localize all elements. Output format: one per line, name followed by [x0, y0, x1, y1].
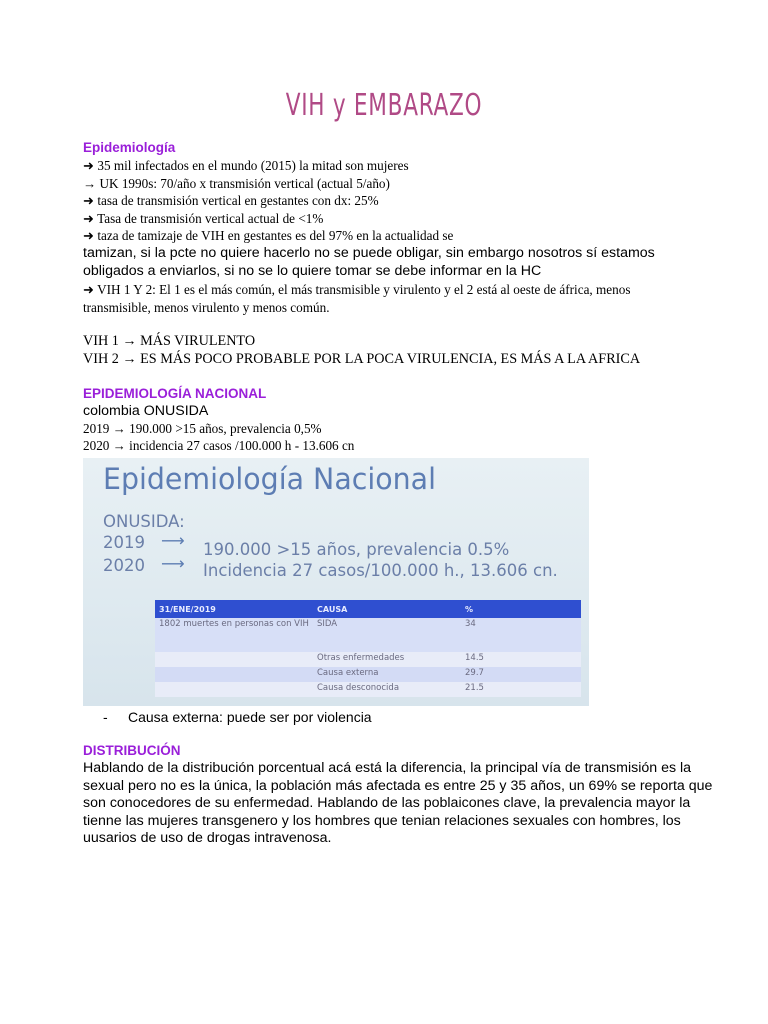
table-row	[155, 652, 581, 667]
arrow-icon: ⟶	[161, 531, 185, 550]
table-header: 31/ENE/2019	[155, 600, 313, 618]
table-cell: Otras enfermedades	[313, 652, 461, 667]
table-header: %	[461, 600, 581, 618]
table-cell: Causa desconocida	[313, 682, 461, 697]
table-cell: SIDA	[313, 618, 461, 652]
arrow-icon: ⟶	[161, 554, 185, 573]
nacional-line-2: 2020 → incidencia 27 casos /100.000 h - 13.606 cn	[83, 438, 355, 453]
distribucion-paragraph: Hablando de la distribución porcentual acá está la diferencia, la principal vía de transmisión es la sexual pero no es la única, la población más afectada es entre 25 y 35 años, un 69% se reporta que son conocedores de su enfermedad. Hablando de las poblaicones clave, la prevalencia mayor la tienne las mujeres transgenero y los hombres que tenian relaciones sexuales con hombres, los uusarios de uso de drogas intravenosa.	[83, 760, 713, 847]
table-row	[155, 667, 581, 682]
table-cell	[155, 652, 313, 667]
table-cell: 1802 muertes en personas con VIH	[155, 618, 313, 652]
vih1-line: VIH 1 → MÁS VIRULENTO	[83, 333, 256, 349]
slide-year-2019: 2019	[103, 533, 145, 552]
table-cell: 29.7	[461, 667, 581, 682]
table-cell	[155, 667, 313, 682]
epi-line-3: ➜ tasa de transmisión vertical en gestantes con dx: 25%	[83, 193, 379, 208]
vih2-line: VIH 2 → ES MÁS POCO PROBABLE POR LA POCA VIRULENCIA, ES MÁS A LA AFRICA	[83, 351, 641, 367]
vih-line-1: ➜ VIH 1 Y 2: El 1 es el más común, el más transmisible y virulento y el 2 está al oeste de áfrica, menos	[83, 282, 631, 297]
table-header-row	[155, 600, 581, 618]
table-cell: 21.5	[461, 682, 581, 697]
table-cell: 14.5	[461, 652, 581, 667]
bullet-item: Causa externa: puede ser por violencia	[128, 709, 372, 725]
slide-text-2019: 190.000 >15 años, prevalencia 0.5%	[203, 540, 510, 559]
nacional-line-1: 2019 → 190.000 >15 años, prevalencia 0,5%	[83, 421, 322, 436]
table-row	[155, 618, 581, 652]
heading-epidemiologia: Epidemiología	[83, 140, 176, 155]
slide-table	[155, 600, 581, 697]
table-cell: Causa externa	[313, 667, 461, 682]
epi-line-5: ➜ taza de tamizaje de VIH en gestantes es del 97% en la actualidad se	[83, 228, 454, 243]
epi-paragraph: tamizan, si la pcte no quiere hacerlo no se puede obligar, sin embargo nosotros sí estamos obligados a enviarlos, si no se lo quiere tomar se debe informar en la HC	[83, 245, 655, 279]
epi-line-4: ➜ Tasa de transmisión vertical actual de <1%	[83, 211, 324, 226]
slide-year-2020: 2020	[103, 556, 145, 575]
table-row	[155, 682, 581, 697]
slide-photo	[83, 458, 589, 706]
epi-line-1: ➜ 35 mil infectados en el mundo (2015) la mitad son mujeres	[83, 158, 409, 173]
slide-onusida: ONUSIDA:	[103, 512, 185, 531]
heading-distribucion: DISTRIBUCIÓN	[83, 743, 181, 758]
slide-title: Epidemiología Nacional	[103, 462, 436, 496]
epi-line-2: → UK 1990s: 70/año x transmisión vertical (actual 5/año)	[83, 176, 390, 191]
nacional-sub: colombia ONUSIDA	[83, 403, 209, 419]
bullet-dash: -	[103, 709, 108, 725]
table-header: CAUSA	[313, 600, 461, 618]
vih-line-2: transmisible, menos virulento y menos común.	[83, 300, 330, 315]
slide-text-2020: Incidencia 27 casos/100.000 h., 13.606 cn.	[203, 561, 558, 580]
page-title: VIH y EMBARAZO	[285, 88, 483, 123]
table-cell: 34	[461, 618, 581, 652]
table-cell	[155, 682, 313, 697]
heading-nacional: EPIDEMIOLOGÍA NACIONAL	[83, 386, 267, 401]
